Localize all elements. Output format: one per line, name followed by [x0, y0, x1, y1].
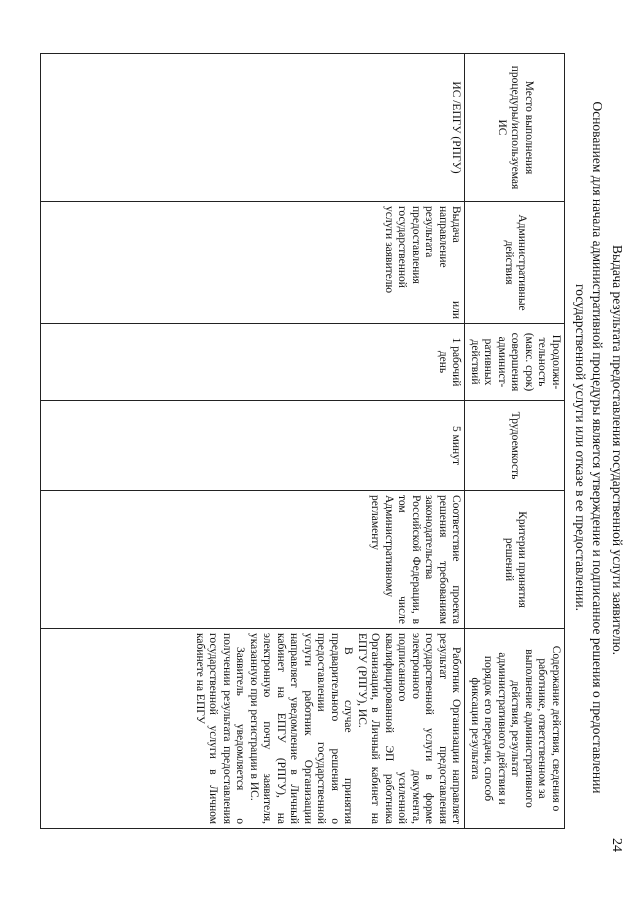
table-row [41, 54, 466, 829]
header-place: Место выполнения процедуры/используемая ИС [465, 54, 565, 202]
content-paragraph-1: Работник Организации направляет результат предоставления государственной услуги в форме электронного документа, подписанного усиленной квалифицированной ЭП работника Организации, в Личный кабинет на ЕПГУ (РПГУ), ИС. [356, 633, 463, 824]
procedure-basis-text: Основанием для начала административной процедуры является утверждение и подписанное решения о предоставлении государственной услуги или отказе в ее предоставлении. [573, 101, 605, 794]
content-paragraph-2: В случае принятия предварительного решения о предоставлении государственной услуги работник Организации направляет уведомление в Личный кабинет на ЕПГУ (РПГУ), на электронную почту заявителя, указанную при регистрации в ИС. [248, 633, 355, 824]
cell-duration: 1 рабочий день [41, 324, 466, 401]
header-criteria: Критерии принятия решений [465, 491, 565, 629]
header-content: Содержание действия, сведения о работнике, ответственном за выполнение административного действия, результат административного действия и порядок его передачи, способ фиксации результата [465, 629, 565, 829]
cell-action: Выдача или направление результата предоставления государственной услуги заявителю [41, 202, 466, 324]
content-paragraph-3: Заявитель уведомляется о получении результата предоставления государственной услуги в Личном кабинете на ЕПГУ [194, 633, 247, 824]
cell-place: ИС /ЕПГУ (РПГУ) [41, 54, 466, 202]
section-title: Выдача результата предоставления государственной услуги заявителю. [610, 244, 625, 656]
page-number: 24 [609, 838, 624, 852]
procedure-table [40, 53, 565, 829]
cell-labor: 5 минут [41, 401, 466, 491]
header-actions: Административные действия [465, 202, 565, 324]
header-duration: Продолжи-тельность (макс. срок) совершения админист-ративных действий [465, 324, 565, 401]
cell-content [41, 629, 466, 829]
header-labor: Трудоемкость [465, 401, 565, 491]
cell-criteria: Соответствие проекта решения требованиям законодательства Российской Федерации, в том числе Административному регламенту [41, 491, 466, 629]
table-header-row [465, 54, 565, 829]
